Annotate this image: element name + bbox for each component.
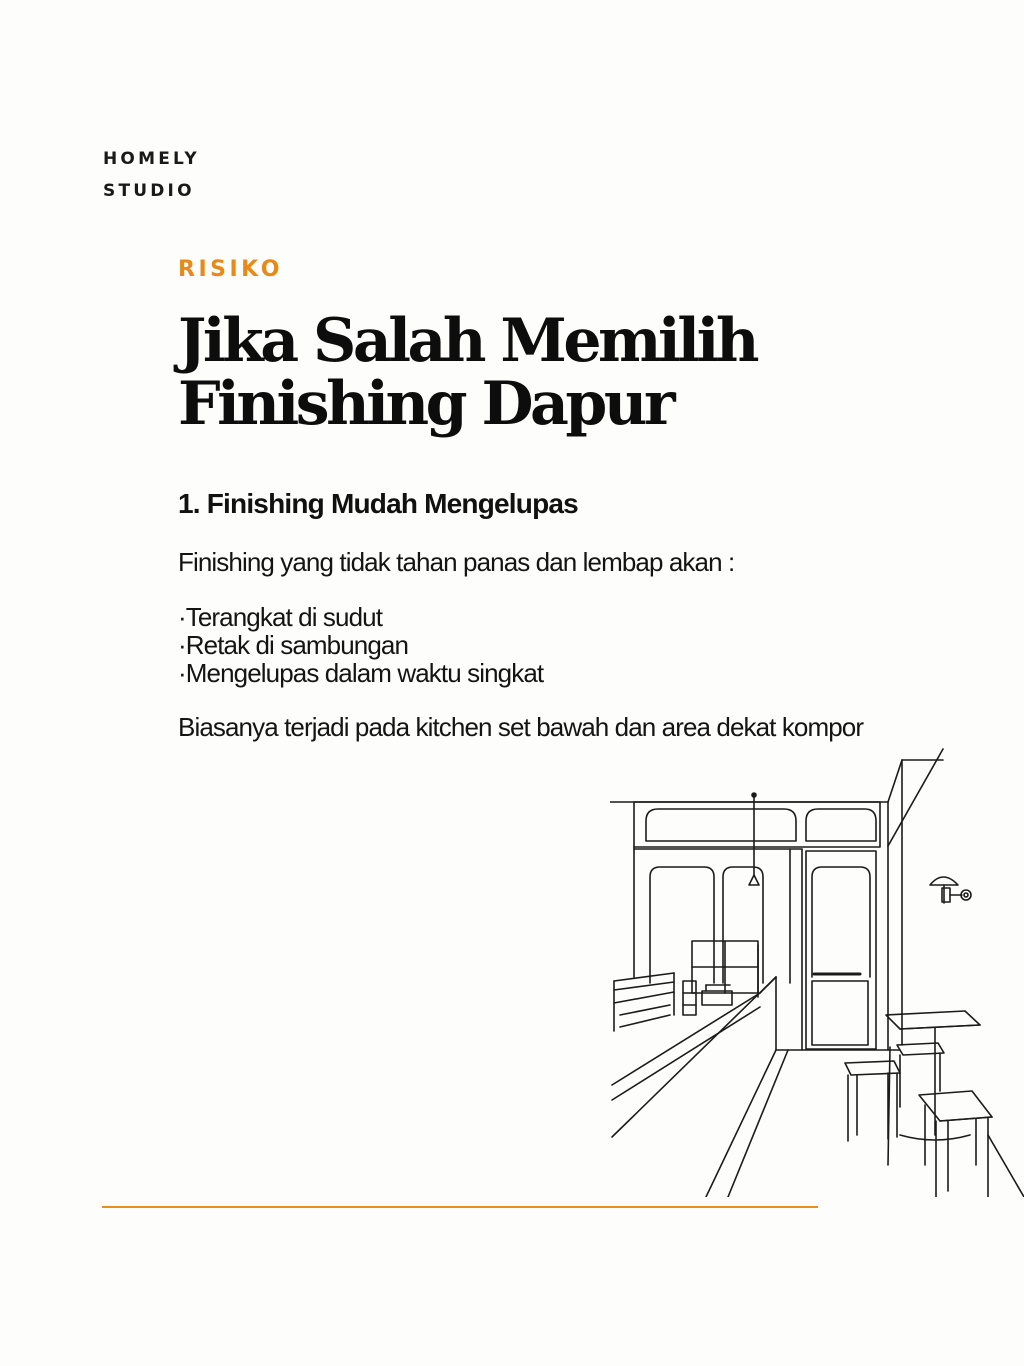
section-eyebrow: RISIKO: [178, 257, 283, 282]
footer-divider: [102, 1206, 818, 1208]
list-item: ·Retak di sambungan: [178, 630, 409, 660]
symptom-list: [178, 603, 543, 687]
page-title: [178, 306, 756, 439]
page-title-line-2: Finishing Dapur: [178, 369, 673, 439]
list-item: ·Mengelupas dalam waktu singkat: [178, 658, 544, 688]
page-title-line-1: Jika Salah Memilih: [178, 306, 756, 376]
point-heading: 1. Finishing Mudah Mengelupas: [178, 488, 578, 519]
kitchen-line-drawing-icon: [610, 745, 1024, 1197]
list-item: ·Terangkat di sudut: [178, 602, 383, 632]
closing-paragraph: Biasanya terjadi pada kitchen set bawah dan area dekat kompor: [178, 712, 864, 742]
brand-line-2: STUDIO: [103, 181, 195, 201]
brand-logo: [103, 143, 200, 207]
intro-paragraph: Finishing yang tidak tahan panas dan lembap akan :: [178, 547, 735, 577]
brand-line-1: HOMELY: [103, 149, 200, 169]
